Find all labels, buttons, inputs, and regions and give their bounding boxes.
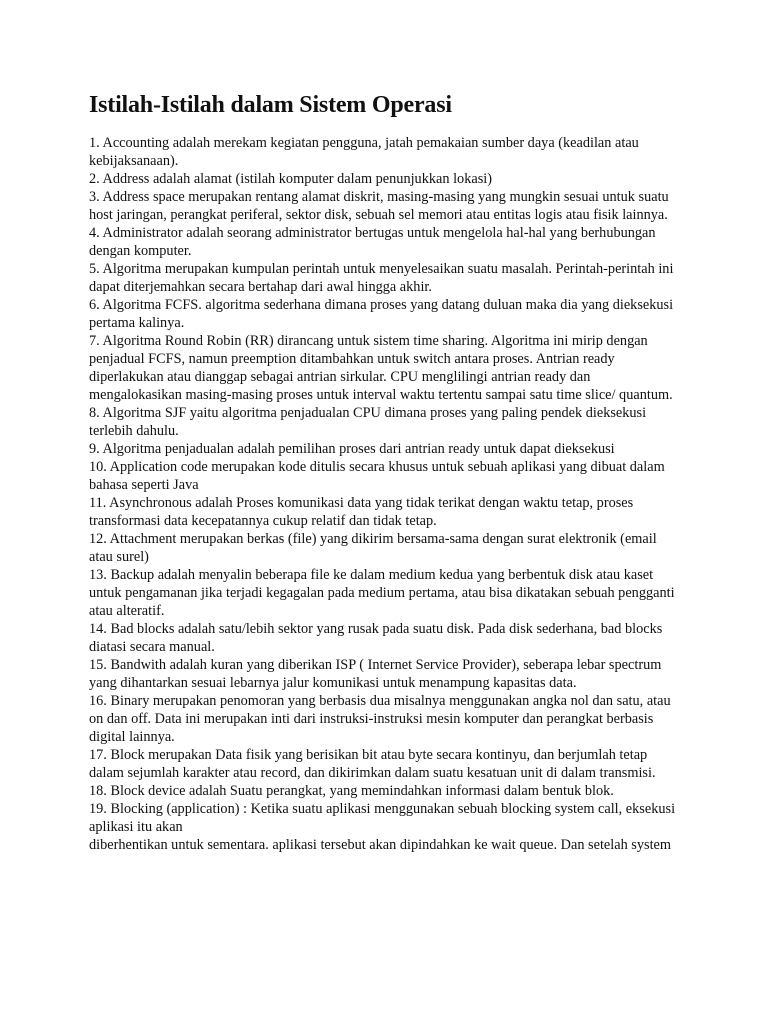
term-entry-5: 5. Algoritma merupakan kumpulan perintah untuk menyelesaikan suatu masalah. Perintah-perintah ini dapat diterjemahkan secara bertahap dari awal hingga akhir. bbox=[89, 261, 674, 295]
term-entry-9: 9. Algoritma penjadualan adalah pemilihan proses dari antrian ready untuk dapat dieksekusi bbox=[89, 441, 615, 457]
term-entry-12: 12. Attachment merupakan berkas (file) yang dikirim bersama-sama dengan surat elektronik (email atau surel) bbox=[89, 531, 657, 565]
term-entry-6: 6. Algoritma FCFS. algoritma sederhana dimana proses yang datang duluan maka dia yang dieksekusi pertama kalinya. bbox=[89, 297, 674, 331]
document-page bbox=[89, 86, 679, 854]
page-title: Istilah-Istilah dalam Sistem Operasi bbox=[89, 92, 452, 118]
term-entry-15: 15. Bandwith adalah kuran yang diberikan ISP ( Internet Service Provider), seberapa lebar spectrum yang dihantarkan sesuai lebarnya jalur komunikasi untuk menampung kapasitas data. bbox=[89, 657, 662, 691]
term-entry-17: 17. Block merupakan Data fisik yang berisikan bit atau byte secara kontinyu, dan berjumlah tetap dalam sejumlah karakter atau record, dan dikirimkan dalam suatu kesatuan unit di dalam transmisi. bbox=[89, 747, 656, 781]
term-entry-14: 14. Bad blocks adalah satu/lebih sektor yang rusak pada suatu disk. Pada disk sederhana, bad blocks diatasi secara manual. bbox=[89, 621, 663, 655]
term-entry-8: 8. Algoritma SJF yaitu algoritma penjadualan CPU dimana proses yang paling pendek dieksekusi terlebih dahulu. bbox=[89, 405, 647, 439]
term-entry-10: 10. Application code merupakan kode ditulis secara khusus untuk sebuah aplikasi yang dibuat dalam bahasa seperti Java bbox=[89, 459, 665, 493]
term-entry-19-continuation: diberhentikan untuk sementara. aplikasi tersebut akan dipindahkan ke wait queue. Dan setelah system bbox=[89, 837, 672, 853]
term-entry-1: 1. Accounting adalah merekam kegiatan pengguna, jatah pemakaian sumber daya (keadilan atau kebijaksanaan). bbox=[89, 135, 639, 169]
term-entry-11: 11. Asynchronous adalah Proses komunikasi data yang tidak terikat dengan waktu tetap, proses transformasi data kecepatannya cukup relatif dan tidak tetap. bbox=[89, 495, 634, 529]
term-entry-18: 18. Block device adalah Suatu perangkat, yang memindahkan informasi dalam bentuk blok. bbox=[89, 783, 614, 799]
term-entry-2: 2. Address adalah alamat (istilah komputer dalam penunjukkan lokasi) bbox=[89, 171, 492, 187]
term-entry-16: 16. Binary merupakan penomoran yang berbasis dua misalnya menggunakan angka nol dan satu, atau on dan off. Data ini merupakan inti dari instruksi-instruksi mesin komputer dan perangkat berbasis digital lainnya. bbox=[89, 693, 671, 745]
term-entry-13: 13. Backup adalah menyalin beberapa file ke dalam medium kedua yang berbentuk disk atau kaset untuk pengamanan jika terjadi kegagalan pada medium pertama, atau bisa dikatakan sebuah pengganti atau alteratif. bbox=[89, 567, 675, 619]
term-entry-4: 4. Administrator adalah seorang administrator bertugas untuk mengelola hal-hal yang berhubungan dengan komputer. bbox=[89, 225, 656, 259]
term-entry-7: 7. Algoritma Round Robin (RR) dirancang untuk sistem time sharing. Algoritma ini mirip dengan penjadual FCFS, namun preemption ditambahkan untuk switch antara proses. Antrian ready diperlakukan atau dianggap sebagai antrian sirkular. CPU menglilingi antrian ready dan mengalokasikan masing-masing proses untuk interval waktu tertentu sampai satu time slice/ quantum. bbox=[89, 333, 673, 403]
term-list bbox=[89, 134, 679, 854]
term-entry-3: 3. Address space merupakan rentang alamat diskrit, masing-masing yang mungkin sesuai untuk suatu host jaringan, perangkat periferal, sektor disk, sebuah sel memori atau entitas logis atau fisik lainnya. bbox=[89, 189, 669, 223]
term-entry-19: 19. Blocking (application) : Ketika suatu aplikasi menggunakan sebuah blocking system call, eksekusi aplikasi itu akan bbox=[89, 801, 676, 835]
